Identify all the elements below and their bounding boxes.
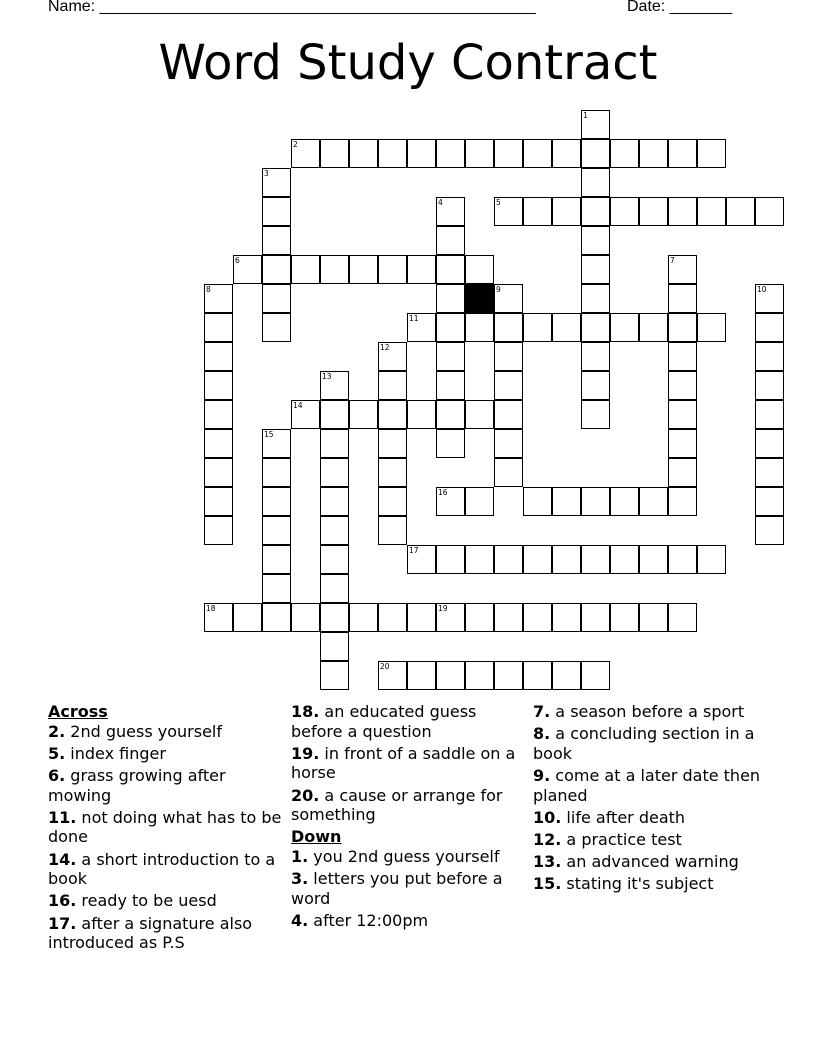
crossword-cell[interactable]	[668, 284, 697, 313]
crossword-cell[interactable]	[378, 255, 407, 284]
crossword-cell[interactable]	[639, 487, 668, 516]
clue-number: 13.	[533, 852, 562, 872]
crossword-cell[interactable]	[755, 487, 784, 516]
crossword-cell[interactable]	[755, 284, 784, 313]
crossword-cell[interactable]	[639, 139, 668, 168]
crossword-cell[interactable]	[581, 371, 610, 400]
crossword-cell[interactable]	[204, 458, 233, 487]
crossword-cell[interactable]	[523, 545, 552, 574]
crossword-cell[interactable]	[581, 313, 610, 342]
crossword-cell[interactable]	[378, 661, 407, 690]
clue-text: an advanced warning	[561, 852, 739, 872]
clue-text: after a signature also introduced as P.S	[48, 913, 253, 953]
clue-item	[291, 786, 526, 825]
crossword-cell[interactable]	[610, 139, 639, 168]
crossword-cell[interactable]	[755, 342, 784, 371]
crossword-cell[interactable]	[378, 603, 407, 632]
clue-number: 5.	[48, 743, 66, 763]
crossword-cell[interactable]	[581, 400, 610, 429]
clue-number: 7	[670, 256, 675, 265]
crossword-cell[interactable]	[668, 371, 697, 400]
crossword-cell[interactable]	[610, 313, 639, 342]
crossword-cell[interactable]	[436, 603, 465, 632]
clues-column-2	[291, 702, 526, 933]
clue-item	[48, 891, 283, 911]
crossword-cell[interactable]	[436, 197, 465, 226]
crossword-cell[interactable]	[581, 255, 610, 284]
clue-item	[291, 702, 526, 741]
clue-number: 19	[438, 604, 448, 613]
crossword-cell[interactable]	[465, 400, 494, 429]
crossword-cell[interactable]	[407, 603, 436, 632]
clue-text: a season before a sport	[550, 702, 745, 721]
clue-number: 19.	[291, 743, 320, 763]
crossword-cell[interactable]	[465, 487, 494, 516]
clue-text: an educated guess before a question	[291, 702, 477, 741]
clue-number: 11.	[48, 807, 77, 827]
clues-column-1	[48, 702, 283, 955]
clue-number: 15.	[533, 874, 562, 894]
crossword-cell[interactable]	[755, 429, 784, 458]
clue-number: 8	[206, 285, 211, 294]
crossword-cell[interactable]	[407, 661, 436, 690]
crossword-cell[interactable]	[581, 661, 610, 690]
crossword-cell[interactable]	[523, 313, 552, 342]
crossword-cell[interactable]	[581, 168, 610, 197]
crossword-cell[interactable]	[465, 139, 494, 168]
crossword-cell[interactable]	[755, 313, 784, 342]
crossword-cell[interactable]	[262, 168, 291, 197]
clue-text: a short introduction to a book	[48, 849, 276, 889]
crossword-cell[interactable]	[320, 516, 349, 545]
clue-number: 3.	[291, 869, 309, 889]
crossword-cell[interactable]	[320, 371, 349, 400]
clue-number: 6.	[48, 765, 66, 785]
clue-item	[291, 869, 526, 908]
crossword-cell[interactable]	[552, 545, 581, 574]
crossword-cell[interactable]	[494, 342, 523, 371]
crossword-cell[interactable]	[436, 284, 465, 313]
black-square	[465, 284, 494, 313]
clue-number: 15	[264, 430, 274, 439]
crossword-cell[interactable]	[581, 487, 610, 516]
clue-text: in front of a saddle on a horse	[291, 743, 516, 783]
clue-item	[291, 847, 526, 867]
crossword-cell[interactable]	[378, 458, 407, 487]
clue-number: 3	[264, 169, 269, 178]
clue-item	[533, 724, 773, 763]
clues-column-3	[533, 702, 773, 897]
crossword-cell[interactable]	[320, 632, 349, 661]
crossword-cell[interactable]	[233, 603, 262, 632]
crossword-cell[interactable]	[262, 458, 291, 487]
crossword-cell[interactable]	[436, 313, 465, 342]
clue-number: 6	[235, 256, 240, 265]
clue-number: 18	[206, 604, 216, 613]
crossword-cell[interactable]	[523, 603, 552, 632]
across-clue-list	[48, 722, 283, 953]
clue-number: 10	[757, 285, 767, 294]
crossword-cell[interactable]	[378, 139, 407, 168]
clue-number: 20.	[291, 785, 320, 805]
crossword-cell[interactable]	[610, 487, 639, 516]
clue-number: 10.	[533, 807, 562, 827]
clue-text: a cause or arrange for something	[291, 785, 503, 825]
crossword-cell[interactable]	[552, 487, 581, 516]
crossword-cell[interactable]	[378, 400, 407, 429]
clue-number: 9.	[533, 765, 551, 785]
crossword-cell[interactable]	[320, 574, 349, 603]
crossword-cell[interactable]	[494, 400, 523, 429]
clue-number: 1.	[291, 846, 309, 866]
crossword-cell[interactable]	[639, 313, 668, 342]
crossword-cell[interactable]	[552, 197, 581, 226]
clue-item	[291, 744, 526, 783]
crossword-cell[interactable]	[204, 313, 233, 342]
crossword-cell[interactable]	[610, 545, 639, 574]
clue-number: 9	[496, 285, 501, 294]
clue-text: ready to be uesd	[76, 891, 217, 911]
clue-text: life after death	[561, 807, 686, 827]
crossword-cell[interactable]	[494, 458, 523, 487]
crossword-cell[interactable]	[697, 545, 726, 574]
clue-number: 12	[380, 343, 390, 352]
across-clue-list-continued	[291, 702, 526, 825]
clue-number: 14.	[48, 849, 77, 869]
clue-number: 12.	[533, 829, 562, 849]
crossword-cell[interactable]	[291, 255, 320, 284]
crossword-cell[interactable]	[407, 255, 436, 284]
crossword-cell[interactable]	[494, 429, 523, 458]
clue-item	[533, 808, 773, 828]
crossword-cell[interactable]	[726, 197, 755, 226]
across-heading: Across	[48, 702, 108, 721]
clue-text: come at a later date then planed	[533, 765, 761, 805]
clue-number: 4.	[291, 910, 309, 930]
crossword-cell[interactable]	[581, 342, 610, 371]
clue-text: after 12:00pm	[308, 910, 429, 930]
crossword-cell[interactable]	[436, 487, 465, 516]
crossword-cell[interactable]	[668, 429, 697, 458]
crossword-cell[interactable]	[204, 400, 233, 429]
crossword-cell[interactable]	[349, 139, 378, 168]
clue-text: 2nd guess yourself	[65, 721, 222, 741]
crossword-cell[interactable]	[755, 400, 784, 429]
crossword-cell[interactable]	[291, 400, 320, 429]
crossword-cell[interactable]	[320, 661, 349, 690]
crossword-cell[interactable]	[755, 197, 784, 226]
clue-number: 11	[409, 314, 419, 323]
crossword-cell[interactable]	[204, 516, 233, 545]
crossword-cell[interactable]	[697, 139, 726, 168]
clue-number: 4	[438, 198, 443, 207]
crossword-cell[interactable]	[465, 255, 494, 284]
crossword-cell[interactable]	[262, 284, 291, 313]
crossword-cell[interactable]	[349, 255, 378, 284]
crossword-cell[interactable]	[436, 255, 465, 284]
crossword-cell[interactable]	[407, 400, 436, 429]
crossword-cell[interactable]	[436, 661, 465, 690]
crossword-cell[interactable]	[697, 313, 726, 342]
clue-text: a concluding section in a book	[533, 724, 755, 763]
crossword-cell[interactable]	[291, 139, 320, 168]
clue-number: 5	[496, 198, 501, 207]
crossword-cell[interactable]	[407, 139, 436, 168]
crossword-cell[interactable]	[262, 603, 291, 632]
clue-item	[48, 722, 283, 742]
crossword-cell[interactable]	[639, 197, 668, 226]
crossword-cell[interactable]	[610, 603, 639, 632]
clue-text: not doing what has to be done	[48, 807, 282, 847]
crossword-cell[interactable]	[320, 429, 349, 458]
crossword-cell[interactable]	[291, 603, 320, 632]
crossword-cell[interactable]	[204, 603, 233, 632]
crossword-cell[interactable]	[436, 371, 465, 400]
crossword-cell[interactable]	[755, 458, 784, 487]
clue-item	[291, 911, 526, 931]
clue-text: you 2nd guess yourself	[308, 846, 500, 866]
crossword-cell[interactable]	[262, 429, 291, 458]
clue-item	[48, 850, 283, 889]
clue-number: 7.	[533, 702, 551, 721]
crossword-cell[interactable]	[262, 516, 291, 545]
clue-number: 1	[583, 111, 588, 120]
clue-number: 18.	[291, 702, 320, 721]
crossword-cell[interactable]	[494, 603, 523, 632]
crossword-cell[interactable]	[262, 545, 291, 574]
crossword-cell[interactable]	[581, 226, 610, 255]
clue-text: grass growing after mowing	[48, 765, 226, 805]
crossword-cell[interactable]	[204, 487, 233, 516]
clue-item	[48, 914, 283, 953]
crossword-cell[interactable]	[320, 400, 349, 429]
crossword-cell[interactable]	[465, 313, 494, 342]
crossword-cell[interactable]	[581, 197, 610, 226]
crossword-cell[interactable]	[436, 429, 465, 458]
crossword-cell[interactable]	[436, 400, 465, 429]
crossword-cell[interactable]	[320, 545, 349, 574]
crossword-cell[interactable]	[494, 284, 523, 313]
clue-number: 17.	[48, 913, 77, 933]
crossword-cell[interactable]	[552, 313, 581, 342]
crossword-cell[interactable]	[465, 661, 494, 690]
crossword-cell[interactable]	[668, 197, 697, 226]
crossword-cell[interactable]	[378, 487, 407, 516]
clue-number: 14	[293, 401, 303, 410]
clue-number: 2	[293, 140, 298, 149]
crossword-cell[interactable]	[523, 487, 552, 516]
crossword-cell[interactable]	[262, 197, 291, 226]
crossword-cell[interactable]	[349, 603, 378, 632]
down-clue-list-continued	[533, 702, 773, 894]
crossword-cell[interactable]	[262, 487, 291, 516]
crossword-cell[interactable]	[378, 429, 407, 458]
crossword-cell[interactable]	[581, 545, 610, 574]
clue-item	[533, 874, 773, 894]
crossword-cell[interactable]	[494, 197, 523, 226]
crossword-cell[interactable]	[320, 139, 349, 168]
clue-item	[48, 808, 283, 847]
crossword-cell[interactable]	[204, 284, 233, 313]
crossword-cell[interactable]	[494, 545, 523, 574]
crossword-cell[interactable]	[581, 110, 610, 139]
clue-item	[533, 852, 773, 872]
date-field-label: Date: _______	[627, 0, 732, 15]
crossword-cell[interactable]	[697, 197, 726, 226]
down-heading: Down	[291, 827, 342, 847]
crossword-cell[interactable]	[378, 342, 407, 371]
crossword-cell[interactable]	[668, 313, 697, 342]
crossword-cell[interactable]	[668, 342, 697, 371]
crossword-cell[interactable]	[755, 371, 784, 400]
crossword-cell[interactable]	[262, 574, 291, 603]
clue-number: 8.	[533, 724, 551, 744]
down-clue-list	[291, 847, 526, 931]
crossword-cell[interactable]	[204, 371, 233, 400]
crossword-cell[interactable]	[668, 545, 697, 574]
crossword-cell[interactable]	[465, 603, 494, 632]
crossword-cell[interactable]	[407, 545, 436, 574]
clue-number: 16.	[48, 891, 77, 911]
crossword-cell[interactable]	[465, 545, 494, 574]
crossword-cell[interactable]	[552, 603, 581, 632]
crossword-cell[interactable]	[668, 400, 697, 429]
crossword-cell[interactable]	[755, 516, 784, 545]
clue-number: 20	[380, 662, 390, 671]
crossword-cell[interactable]	[581, 284, 610, 313]
crossword-cell[interactable]	[494, 139, 523, 168]
crossword-cell[interactable]	[494, 661, 523, 690]
crossword-cell[interactable]	[436, 342, 465, 371]
crossword-cell[interactable]	[436, 545, 465, 574]
crossword-cell[interactable]	[552, 139, 581, 168]
crossword-cell[interactable]	[610, 197, 639, 226]
clue-text: a practice test	[561, 829, 682, 849]
clue-text: index finger	[65, 743, 166, 763]
crossword-cell[interactable]	[378, 371, 407, 400]
crossword-cell[interactable]	[320, 255, 349, 284]
crossword-cell[interactable]	[407, 313, 436, 342]
clue-item	[48, 744, 283, 764]
clue-number: 17	[409, 546, 419, 555]
clue-item	[533, 766, 773, 805]
clue-number: 2.	[48, 721, 66, 741]
clue-item	[48, 766, 283, 805]
crossword-cell[interactable]	[204, 342, 233, 371]
crossword-cell[interactable]	[320, 603, 349, 632]
crossword-cell[interactable]	[523, 197, 552, 226]
crossword-cell[interactable]	[668, 139, 697, 168]
crossword-cell[interactable]	[552, 661, 581, 690]
crossword-cell[interactable]	[639, 603, 668, 632]
page-title: Word Study Contract	[158, 35, 658, 91]
crossword-cell[interactable]	[494, 371, 523, 400]
clue-number: 13	[322, 372, 332, 381]
clue-text: letters you put before a word	[291, 869, 503, 908]
clue-item	[533, 702, 773, 722]
crossword-cell[interactable]	[668, 487, 697, 516]
crossword-cell[interactable]	[668, 255, 697, 284]
crossword-cell[interactable]	[262, 255, 291, 284]
crossword-cell[interactable]	[581, 139, 610, 168]
crossword-cell[interactable]	[668, 458, 697, 487]
clue-number: 16	[438, 488, 448, 497]
crossword-cell[interactable]	[523, 661, 552, 690]
crossword-cell[interactable]	[204, 429, 233, 458]
crossword-cell[interactable]	[668, 603, 697, 632]
crossword-cell[interactable]	[581, 603, 610, 632]
crossword-cell[interactable]	[349, 400, 378, 429]
crossword-cell[interactable]	[262, 226, 291, 255]
crossword-cell[interactable]	[436, 139, 465, 168]
crossword-cell[interactable]	[320, 458, 349, 487]
clue-item	[533, 830, 773, 850]
crossword-cell[interactable]	[262, 313, 291, 342]
crossword-cell[interactable]	[378, 516, 407, 545]
crossword-cell[interactable]	[639, 545, 668, 574]
crossword-cell[interactable]	[494, 313, 523, 342]
crossword-cell[interactable]	[320, 487, 349, 516]
clue-text: stating it's subject	[561, 874, 714, 894]
crossword-cell[interactable]	[523, 139, 552, 168]
crossword-cell[interactable]	[436, 226, 465, 255]
name-field-label: Name: _________________________________________________	[48, 0, 536, 15]
crossword-cell[interactable]	[233, 255, 262, 284]
